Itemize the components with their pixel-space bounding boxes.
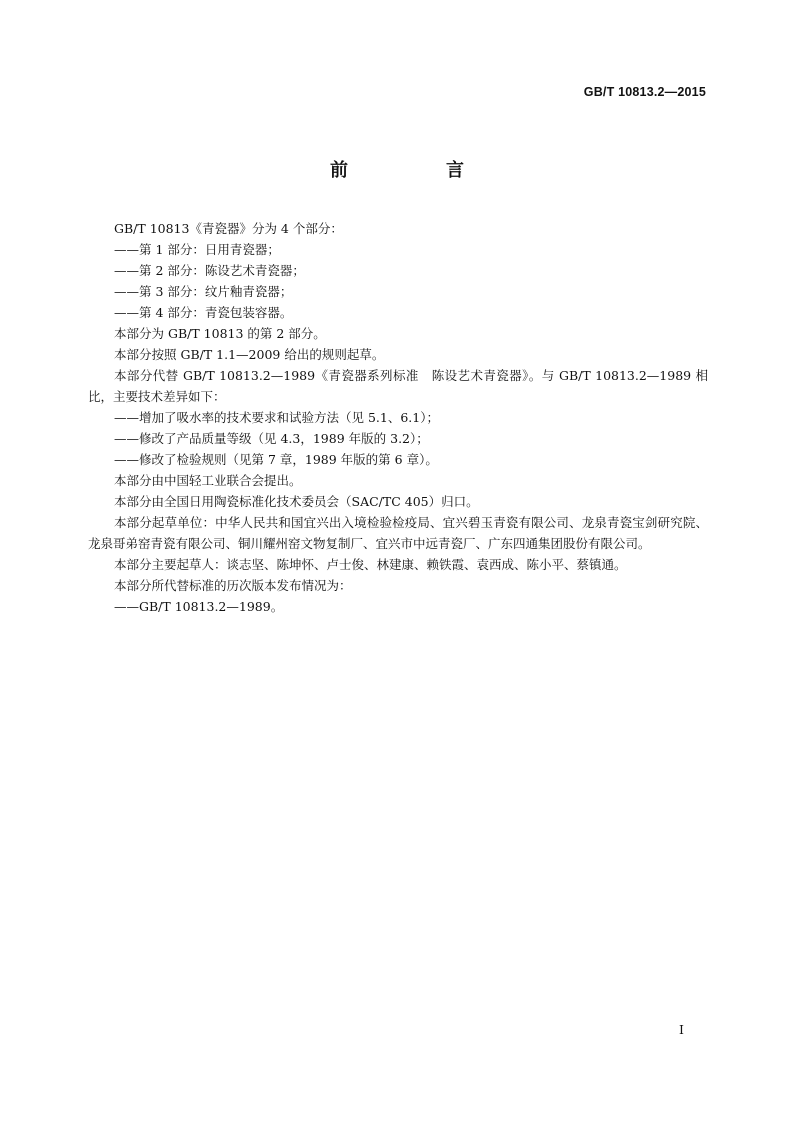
list-item-change-2: ——修改了产品质量等级（见 4.3，1989 年版的 3.2）； xyxy=(114,431,429,446)
paragraph-drafting-rules: 本部分按照 GB/T 1.1—2009 给出的规则起草。 xyxy=(114,347,385,362)
standard-code: GB/T 10813.2—2015 xyxy=(583,85,706,99)
list-item-part-4: ——第 4 部分：青瓷包装容器。 xyxy=(114,305,293,320)
paragraph-proposed-by: 本部分由中国轻工业联合会提出。 xyxy=(114,473,302,488)
list-item-part-1: ——第 1 部分：日用青瓷器； xyxy=(114,242,280,257)
paragraph-history: 本部分所代替标准的历次版本发布情况为： xyxy=(114,578,352,593)
page-number: I xyxy=(679,1022,684,1037)
list-item-history-1: ——GB/T 10813.2—1989。 xyxy=(114,599,284,614)
paragraph-drafting-units: 本部分起草单位：中华人民共和国宜兴出入境检验检疫局、宜兴碧玉青瓷有限公司、龙泉青瓷宝剑研究院、龙泉哥弟窑青瓷有限公司、铜川耀州窑文物复制厂、宜兴市中远青瓷厂、广东四通集团股份有限公司。 xyxy=(88,515,708,551)
list-item-change-1: ——增加了吸水率的技术要求和试验方法（见 5.1、6.1）； xyxy=(114,410,439,425)
paragraph-part-statement: 本部分为 GB/T 10813 的第 2 部分。 xyxy=(114,326,326,341)
paragraph-replaces: 本部分代替 GB/T 10813.2—1989《青瓷器系列标准 陈设艺术青瓷器》。与 GB/T 10813.2—1989 相比，主要技术差异如下： xyxy=(88,368,708,404)
paragraph-drafters: 本部分主要起草人：谈志坚、陈坤怀、卢士俊、林建康、赖铁霞、袁西成、陈小平、蔡镇通。 xyxy=(114,557,627,572)
foreword-body xyxy=(88,218,708,617)
list-item-part-2: ——第 2 部分：陈设艺术青瓷器； xyxy=(114,263,305,278)
page-title: 前 言 xyxy=(330,160,504,181)
list-item-part-3: ——第 3 部分：纹片釉青瓷器； xyxy=(114,284,293,299)
paragraph-under-jurisdiction: 本部分由全国日用陶瓷标准化技术委员会（SAC/TC 405）归口。 xyxy=(114,494,479,509)
paragraph-intro: GB/T 10813《青瓷器》分为 4 个部分： xyxy=(114,221,343,236)
list-item-change-3: ——修改了检验规则（见第 7 章，1989 年版的第 6 章）。 xyxy=(114,452,438,467)
